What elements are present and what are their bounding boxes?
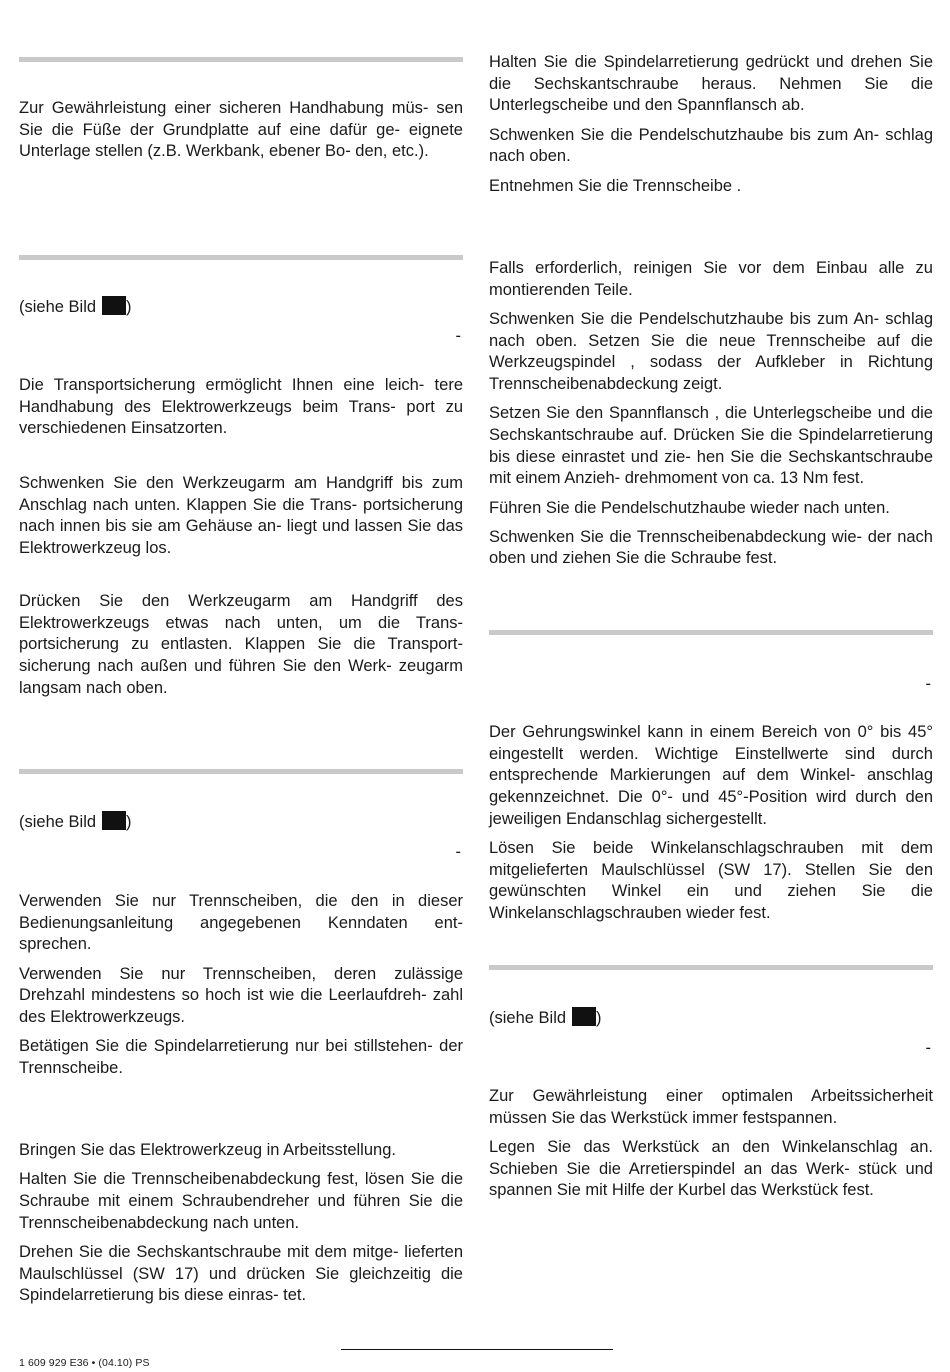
disc-removal-steps: [19, 1140, 463, 1307]
paragraph: Legen Sie das Werkstück an den Winkelanschlag an. Schieben Sie die Arretierspindel an das Werk- stück und spannen Sie mit Hilfe der Kurbel das Werkstück fest.: [489, 1137, 933, 1200]
document-code: 1 609 929 E36 • (04.10) PS: [19, 1357, 150, 1369]
figure-reference: (siehe Bild ): [19, 813, 132, 831]
paragraph: Lösen Sie beide Winkelanschlagschrauben mit dem mitgelieferten Maulschlüssel (SW 17). Stellen Sie den gewünschten Winkel ein und ziehen Sie die Winkelanschlagschrauben wieder fest.: [489, 839, 933, 923]
figure-number-box: [102, 811, 126, 830]
paragraph: Halten Sie die Trennscheibenabdeckung fest, lösen Sie die Schraube mit einem Schraubendreher und führen Sie die Trennscheibenabdeckung nach unten.: [19, 1170, 463, 1232]
paragraph: Entnehmen Sie die Trennscheibe .: [489, 176, 742, 195]
base-placement-text: [19, 98, 463, 163]
heading-dash: -: [455, 843, 461, 861]
paragraph: Setzen Sie den Spannflansch , die Unterlegscheibe und die Sechskantschraube auf. Drücken Sie die Spindelarretierung bis diese einrastet und zie- hen Sie die Sechskantschraube mit einem Anzieh- drehmoment von ca. 13 Nm fest.: [489, 404, 933, 488]
section-divider: [19, 769, 463, 774]
footer-rule: [341, 1349, 613, 1350]
section-divider: [19, 255, 463, 260]
paragraph: Falls erforderlich, reinigen Sie vor dem Einbau alle zu montierenden Teile.: [489, 259, 933, 299]
paragraph: Drehen Sie die Sechskantschraube mit dem mitge- lieferten Maulschlüssel (SW 17) und drücken Sie gleichzeitig die Spindelarretierung bis diese einras- tet.: [19, 1242, 463, 1305]
figure-reference-text: (siehe Bild: [19, 813, 97, 831]
paragraph: Bringen Sie das Elektrowerkzeug in Arbeitsstellung.: [19, 1141, 396, 1159]
paragraph: Schwenken Sie die Pendelschutzhaube bis zum An- schlag nach oben. Setzen Sie die neue Trennscheibe auf die Werkzeugspindel , sodass der Aufkleber in Richtung Trennscheibenabdeckung zeigt.: [489, 309, 933, 394]
paragraph: Verwenden Sie nur Trennscheiben, deren zulässige Drehzahl mindestens so hoch ist wie die Leerlaufdreh- zahl des Elektrowerkzeugs.: [19, 964, 463, 1027]
paragraph: Schwenken Sie die Trennscheibenabdeckung wie- der nach oben und ziehen Sie die Schraube fest.: [489, 527, 933, 568]
transport-lock-secure-text: [19, 473, 463, 560]
paragraph: Führen Sie die Pendelschutzhaube wieder nach unten.: [489, 498, 890, 517]
heading-dash: -: [925, 675, 931, 693]
transport-lock-text: [19, 375, 463, 440]
section-divider: [489, 630, 933, 635]
heading-dash: -: [925, 1039, 931, 1057]
figure-reference-text: (siehe Bild: [19, 298, 97, 316]
paragraph: Drücken Sie den Werkzeugarm am Handgriff des Elektrowerkzeugs etwas nach unten, um die Trans- portsicherung zu entlasten. Klappen Sie die Transport- sicherung nach außen und führen Sie den Werk- zeugarm langsam nach oben.: [19, 592, 463, 697]
paragraph: Schwenken Sie den Werkzeugarm am Handgriff bis zum Anschlag nach unten. Klappen Sie die Trans- portsicherung nach innen bis sie am Gehäuse an- liegt und lassen Sie das Elektrowerkzeug los.: [19, 474, 463, 558]
miter-angle-text: [489, 722, 933, 925]
section-divider: [19, 57, 463, 62]
figure-number-box: [102, 296, 126, 315]
paragraph: Der Gehrungswinkel kann in einem Bereich von 0° bis 45° eingestellt werden. Wichtige Einstellwerte sind durch entsprechende Markierungen auf dem Winkel- anschlag gekennzeichnet. Die 0°- und 45°-Position wird durch den jeweiligen Endanschlag sichergestellt.: [489, 723, 933, 828]
disc-mounting-steps: [489, 258, 933, 570]
workpiece-clamping-text: [489, 1086, 933, 1202]
paragraph: Betätigen Sie die Spindelarretierung nur bei stillstehen- der Trennscheibe.: [19, 1037, 463, 1077]
paragraph: Die Transportsicherung ermöglicht Ihnen eine leich- tere Handhabung des Elektrowerkzeugs beim Trans- port zu verschiedenen Einsatzorten.: [19, 376, 463, 438]
paragraph: Zur Gewährleistung einer optimalen Arbeitssicherheit müssen Sie das Werkstück immer festspannen.: [489, 1087, 933, 1127]
figure-reference: (siehe Bild ): [489, 1009, 602, 1027]
paragraph: Halten Sie die Spindelarretierung gedrückt und drehen Sie die Sechskantschraube heraus. Nehmen Sie die Unterlegscheibe und den Spannflansch ab.: [489, 53, 933, 115]
paragraph: Zur Gewährleistung einer sicheren Handhabung müs- sen Sie die Füße der Grundplatte auf eine dafür ge- eignete Unterlage stellen (z.B. Werkbank, ebener Bo- den, etc.).: [19, 99, 463, 161]
transport-lock-release-text: [19, 591, 463, 700]
paragraph: Verwenden Sie nur Trennscheiben, die den in dieser Bedienungsanleitung angegebenen Kenndaten ent- sprechen.: [19, 892, 463, 954]
figure-reference-text: (siehe Bild: [489, 1009, 567, 1027]
paragraph: Schwenken Sie die Pendelschutzhaube bis zum An- schlag nach oben.: [489, 125, 933, 166]
figure-reference: (siehe Bild ): [19, 298, 132, 316]
disc-removal-steps-cont: [489, 52, 933, 197]
figure-number-box: [572, 1007, 596, 1026]
section-divider: [489, 965, 933, 970]
cutting-disc-notes: [19, 891, 463, 1080]
heading-dash: -: [455, 327, 461, 345]
